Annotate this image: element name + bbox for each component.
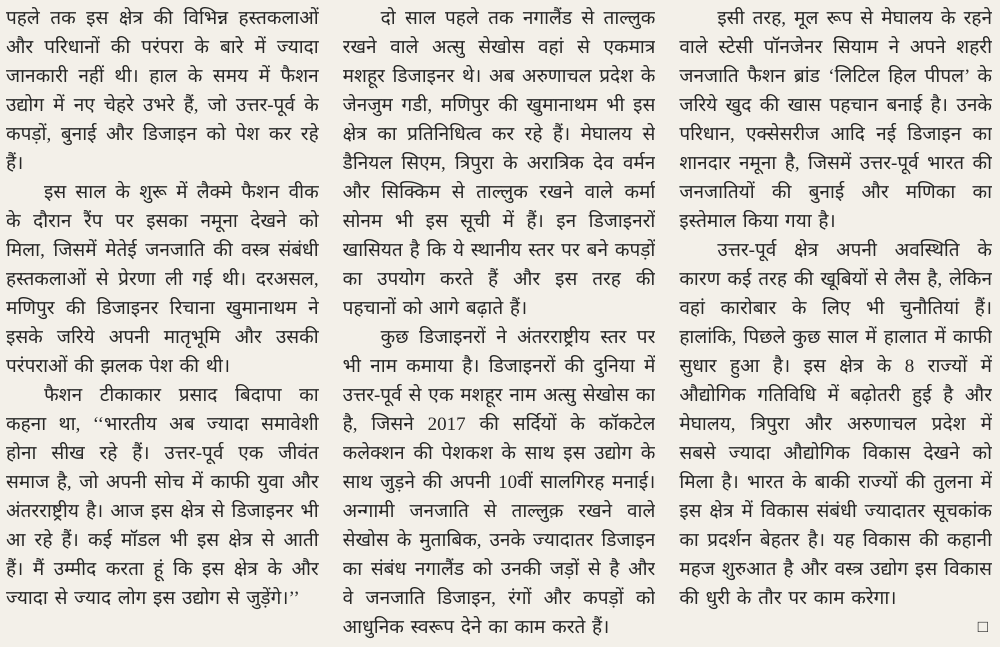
- paragraph: फैशन टीकाकार प्रसाद बिदापा का कहना था, ‘‘भारतीय अब ज्यादा समावेशी होना सीख रहे हैं। उत्तर-पूर्व एक जीवंत समाज है, जो अपनी सोच में काफी युवा और अंतरराष्ट्रीय है। आज इस क्षेत्र से डिजाइनर भी आ रहे हैं। कई मॉडल भी इस क्षेत्र से आती हैं। मैं उम्मीद करता हूं कि इस क्षेत्र के और ज्यादा से ज्याद लोग इस उद्योग से जुड़ेंगे।’’: [6, 385, 319, 609]
- article-column-3: [679, 4, 992, 643]
- paragraph: पहले तक इस क्षेत्र की विभिन्न हस्तकलाओं और परिधानों की परंपरा के बारे में ज्यादा जानकारी नहीं थी। हाल के समय में फैशन उद्योग में नए चेहरे उभरे हैं, जो उत्तर-पूर्व के कपड़ों, बुनाई और डिजाइन को पेश कर रहे हैं।: [6, 8, 319, 174]
- paragraph: इस साल के शुरू में लैक्मे फैशन वीक के दौरान रैंप पर इसका नमूना देखने को मिला, जिसमें मेतेई जनजाति की वस्त्र संबंधी हस्तकलाओं से प्रेरणा ली गई थी। दरअसल, मणिपुर की डिजाइनर रिचाना खुमानाथम ने इसके जरिये अपनी मातृभूमि और उसकी परंपराओं की झलक पेश की थी।: [6, 182, 319, 377]
- end-of-article-marker: □: [977, 617, 989, 636]
- article-column-2: [343, 4, 656, 643]
- paragraph: इसी तरह, मूल रूप से मेघालय के रहने वाले स्टेसी पॉनजेनर सियाम ने अपने शहरी जनजाति फैशन ब्रांड ‘लिटिल हिल पीपल’ के जरिये खुद की खास पहचान बनाई है। उनके परिधान, एक्सेसरीज आदि नई डिजाइन का शानदार नमूना है, जिसमें उत्तर-पूर्व भारत की जनजातियों की बुनाई और मणिका का इस्तेमाल किया गया है।: [679, 8, 993, 232]
- paragraph: दो साल पहले तक नगालैंड से ताल्लुक रखने वाले अत्सु सेखोस वहां से एकमात्र मशहूर डिजाइनर थे। अब अरुणाचल प्रदेश के जेनजुम गडी, मणिपुर की खुमानाथम भी इस क्षेत्र का प्रतिनिधित्व कर रहे हैं। मेघालय से डैनियल सिएम, त्रिपुरा के अरात्रिक देव वर्मन और सिक्किम से ताल्लुक रखने वाले कर्मा सोनम भी इस सूची में हैं। इन डिजाइनरों खासियत है कि ये स्थानीय स्तर पर बने कपड़ों का उपयोग करते हैं और इस तरह की पहचानों को आगे बढ़ाते हैं।: [342, 8, 656, 319]
- paragraph: उत्तर-पूर्व क्षेत्र अपनी अवस्थिति के कारण कई तरह की खूबियों से लैस है, लेकिन वहां कारोबार के लिए भी चुनौतियां हैं। हालांकि, पिछले कुछ साल में हालात में काफी सुधार हुआ है। इस क्षेत्र के 8 राज्यों में औद्योगिक गतिविधि में बढ़ोतरी हुई है और मेघालय, त्रिपुरा और अरुणाचल प्रदेश में सबसे ज्यादा औद्योगिक विकास देखने को मिला है। भारत के बाकी राज्यों की तुलना में इस क्षेत्र में विकास संबंधी ज्यादातर सूचकांक का प्रदर्शन बेहतर है। यह विकास की कहानी महज शुरुआत है और वस्त्र उद्योग इस विकास की धुरी के तौर पर काम करेगा।: [679, 240, 993, 609]
- paragraph: कुछ डिजाइनरों ने अंतरराष्ट्रीय स्तर पर भी नाम कमाया है। डिजाइनरों की दुनिया में उत्तर-पूर्व से एक मशहूर नाम अत्सु सेखोस का है, जिसने 2017 की सर्दियों के कॉकटेल कलेक्शन की पेशकश के साथ इस उद्योग के साथ जुड़ने की अपनी 10वीं सालगिरह मनाई। अन्गामी जनजाति से ताल्लुक़ रखने वाले सेखोस के मुताबिक, उनके ज्यादातर डिजाइन का संबंध नगालैंड को उनकी जड़ों से है और वे जनजाति डिजाइन, रंगों और कपड़ों को आधुनिक स्वरूप देने का काम करते हैं।: [342, 327, 656, 638]
- article-column-1: [6, 4, 319, 643]
